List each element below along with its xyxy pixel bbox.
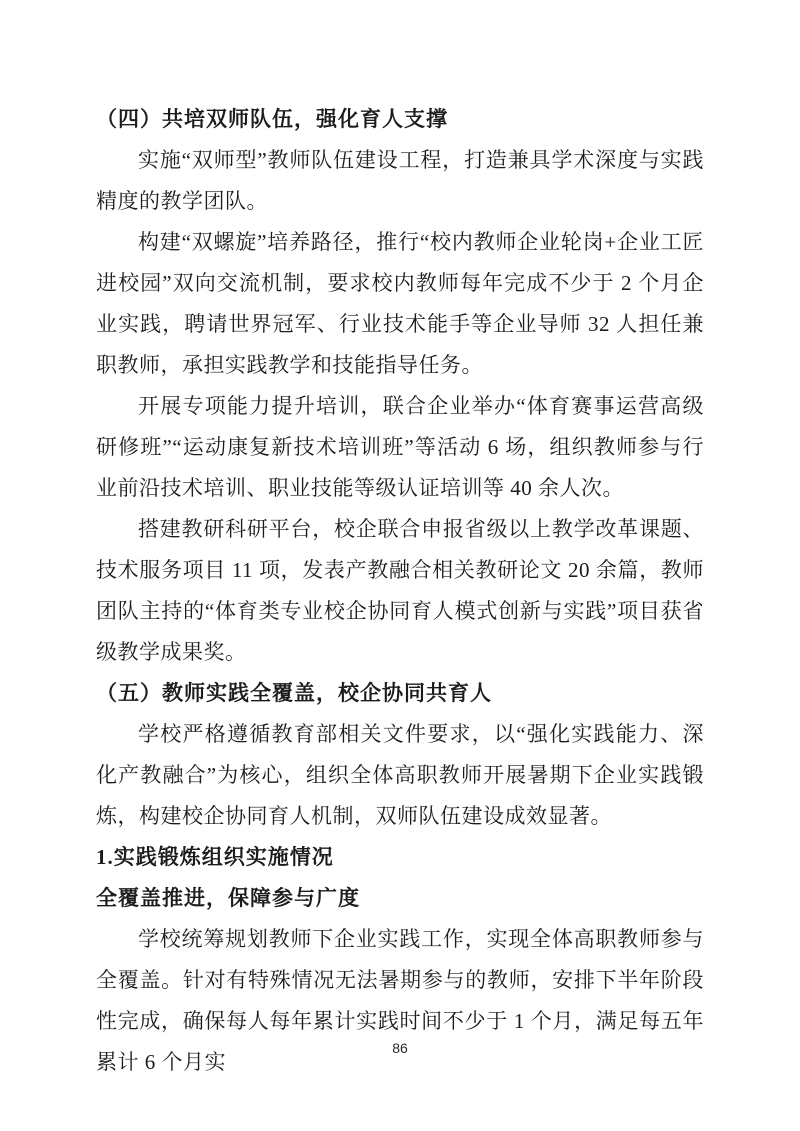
page-number: 86	[392, 1040, 408, 1056]
sub-heading: 全覆盖推进，保障参与广度	[96, 886, 360, 910]
document-body	[96, 99, 704, 1083]
section-heading: （五）教师实践全覆盖，校企协同共育人	[96, 681, 492, 705]
section-heading: （四）共培双师队伍，强化育人支撑	[96, 107, 448, 131]
body-paragraph: 学校统筹规划教师下企业实践工作，实现全体高职教师参与全覆盖。针对有特殊情况无法暑期参与的教师，安排下半年阶段性完成，确保每人每年累计实践时间不少于 1 个月，满足每五年累计 6 个月实	[96, 927, 704, 1074]
page-footer	[0, 1040, 800, 1058]
body-paragraph: 学校严格遵循教育部相关文件要求，以“强化实践能力、深化产教融合”为核心，组织全体高职教师开展暑期下企业实践锻炼，构建校企协同育人机制，双师队伍建设成效显著。	[96, 722, 704, 828]
body-paragraph: 构建“双螺旋”培养路径，推行“校内教师企业轮岗+企业工匠进校园”双向交流机制，要求校内教师每年完成不少于 2 个月企业实践，聘请世界冠军、行业技术能手等企业导师 32 人担任兼职教师，承担实践教学和技能指导任务。	[96, 230, 704, 377]
body-paragraph: 实施“双师型”教师队伍建设工程，打造兼具学术深度与实践精度的教学团队。	[96, 148, 704, 213]
sub-heading: 1.实践锻炼组织实施情况	[96, 845, 334, 869]
body-paragraph: 开展专项能力提升培训，联合企业举办“体育赛事运营高级研修班”“运动康复新技术培训班”等活动 6 场，组织教师参与行业前沿技术培训、职业技能等级认证培训等 40 余人次。	[96, 394, 704, 500]
body-paragraph: 搭建教研科研平台，校企联合申报省级以上教学改革课题、技术服务项目 11 项，发表产教融合相关教研论文 20 余篇，教师团队主持的“体育类专业校企协同育人模式创新与实践”项目获省级教学成果奖。	[96, 517, 704, 664]
